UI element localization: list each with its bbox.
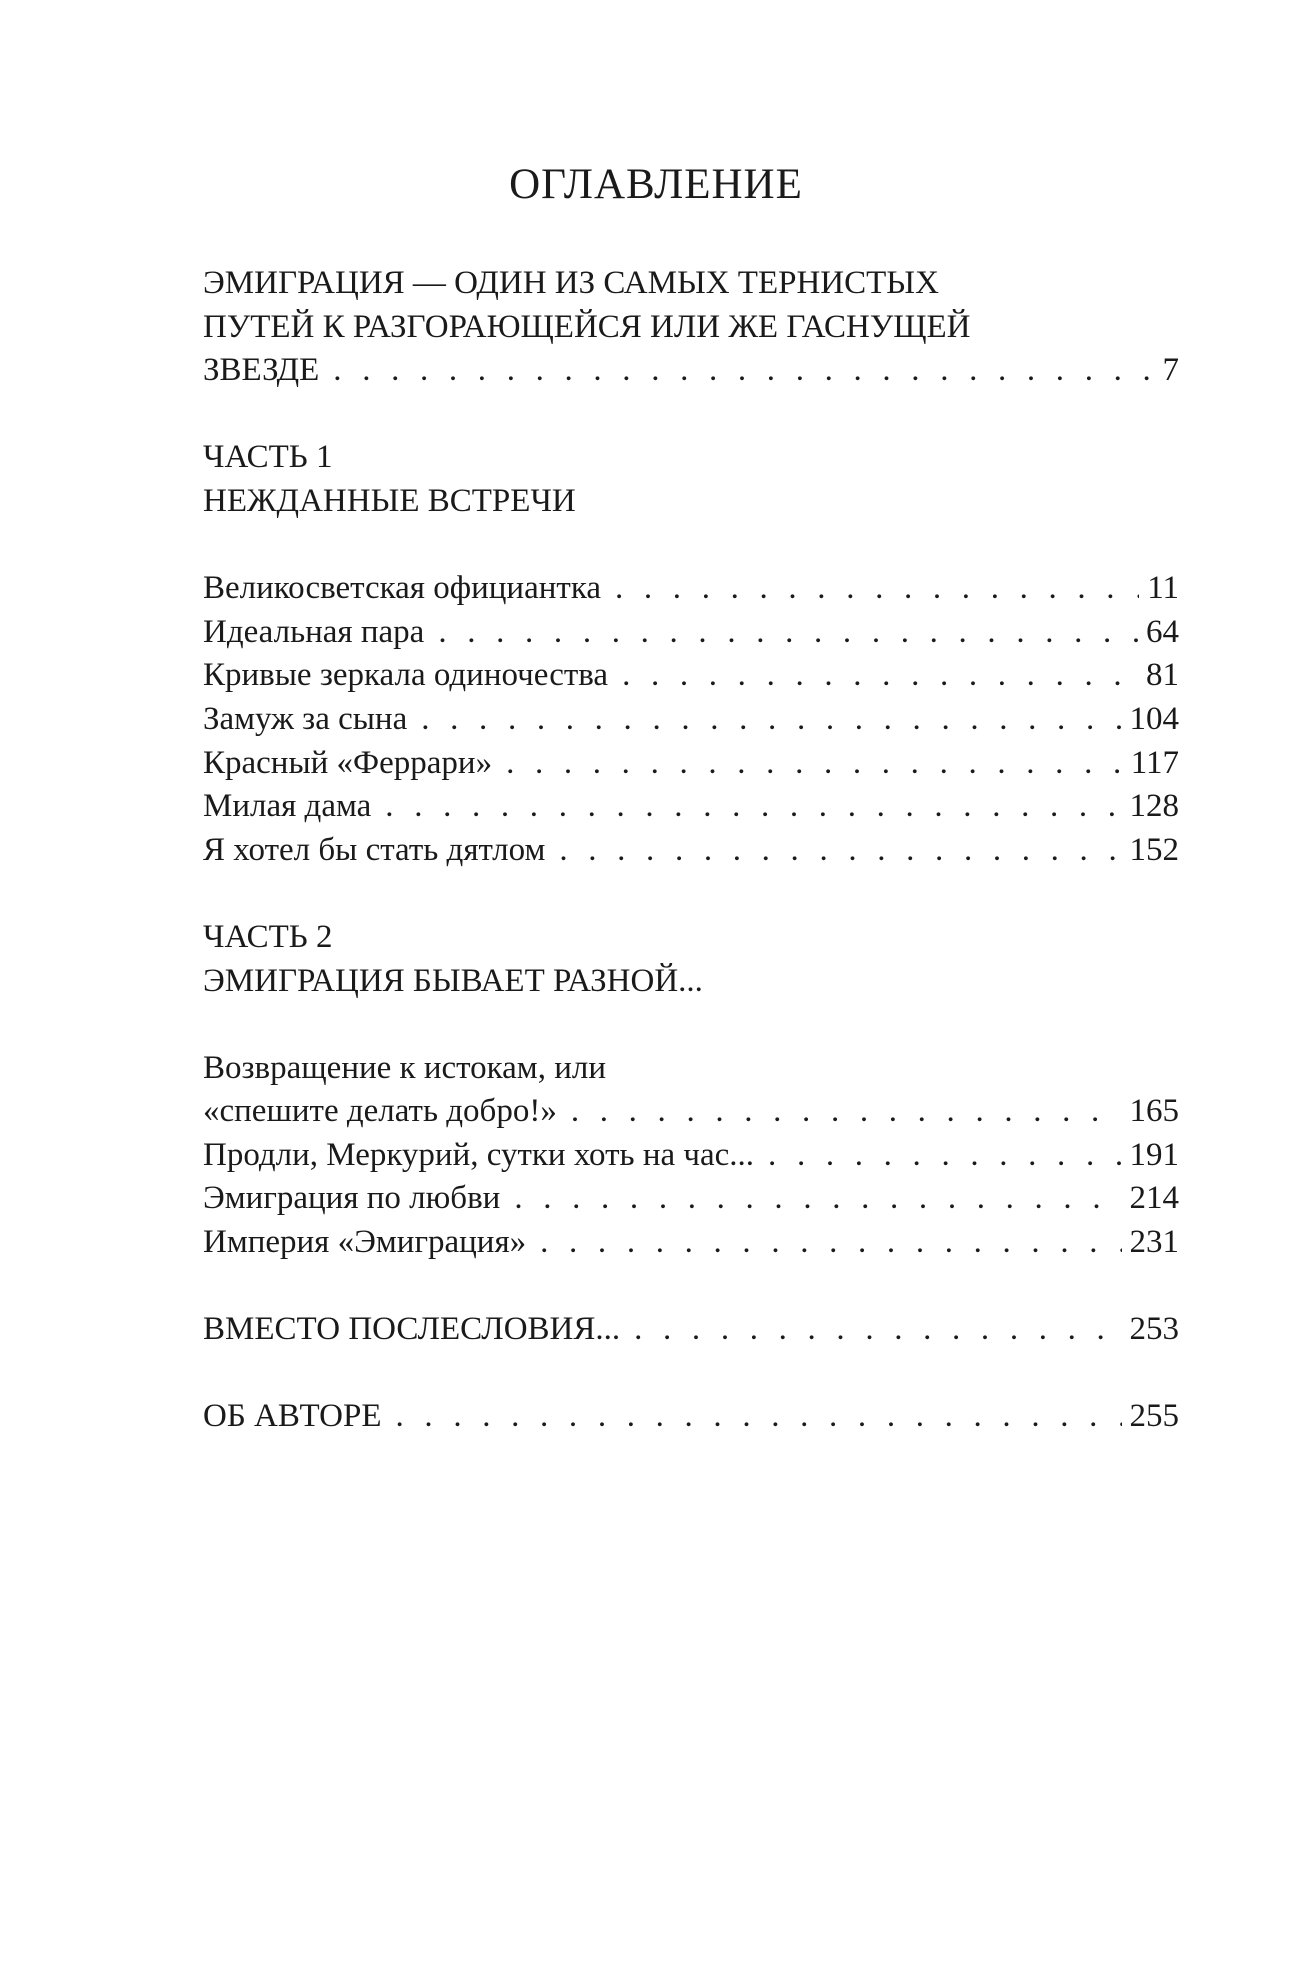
- dot-leader: [514, 1177, 1121, 1221]
- page-number: 191: [1129, 1136, 1179, 1173]
- toc-entry[interactable]: [203, 785, 1179, 829]
- entry-title: Идеальная пара: [203, 613, 425, 650]
- dot-leader: [768, 1134, 1121, 1178]
- dot-leader: [506, 742, 1123, 786]
- part-2-label: ЧАСТЬ 2: [203, 918, 333, 955]
- page-number: 64: [1146, 613, 1179, 650]
- entry-title: Эмиграция по любви: [203, 1180, 501, 1217]
- entry-title: Замуж за сына: [203, 700, 408, 737]
- entry-title: Я хотел бы стать дятлом: [203, 831, 546, 868]
- entry-title: ОБ АВТОРЕ: [203, 1398, 382, 1435]
- page-number: 214: [1129, 1180, 1179, 1217]
- toc-entry-about-author[interactable]: [203, 1395, 1179, 1439]
- page-number: 255: [1129, 1398, 1179, 1435]
- page-number: 117: [1130, 744, 1179, 781]
- page-number: 7: [1162, 352, 1179, 389]
- toc-entry[interactable]: [203, 1134, 1179, 1178]
- toc-entry[interactable]: [203, 1090, 1179, 1134]
- dot-leader: [559, 829, 1121, 873]
- toc-entry[interactable]: [203, 654, 1179, 698]
- intro-line-1: ЭМИГРАЦИЯ — ОДИН ИЗ САМЫХ ТЕРНИСТЫХ: [203, 265, 939, 301]
- entry-title-line-1: Возвращение к истокам, или: [203, 1049, 606, 1086]
- toc-entry[interactable]: [203, 611, 1179, 655]
- toc-entry[interactable]: [203, 829, 1179, 873]
- dot-leader: [540, 1221, 1121, 1265]
- part-2-title: ЭМИГРАЦИЯ БЫВАЕТ РАЗНОЙ...: [203, 962, 703, 999]
- dot-leader: [396, 1395, 1122, 1439]
- page-number: 11: [1147, 570, 1179, 607]
- toc-entry[interactable]: [203, 698, 1179, 742]
- page-number: 231: [1129, 1224, 1179, 1261]
- dot-leader: [421, 698, 1121, 742]
- entry-title: Империя «Эмиграция»: [203, 1224, 527, 1261]
- dot-leader: [634, 1308, 1121, 1352]
- table-of-contents: [203, 262, 1179, 1439]
- dot-leader: [385, 785, 1121, 829]
- entry-title: Кривые зеркала одиночества: [203, 657, 609, 694]
- toc-entry[interactable]: [203, 1177, 1179, 1221]
- entry-title: ВМЕСТО ПОСЛЕСЛОВИЯ...: [203, 1311, 621, 1348]
- page-number: 81: [1146, 657, 1179, 694]
- toc-entry-intro[interactable]: [203, 349, 1179, 393]
- page-number: 253: [1129, 1311, 1179, 1348]
- dot-leader: [571, 1090, 1122, 1134]
- entry-title: Продли, Меркурий, сутки хоть на час...: [203, 1136, 755, 1173]
- toc-entry[interactable]: [203, 742, 1179, 786]
- dot-leader: [438, 611, 1138, 655]
- entry-title: Великосветская официантка: [203, 570, 601, 607]
- toc-entry[interactable]: [203, 1221, 1179, 1265]
- page-number: 104: [1129, 700, 1179, 737]
- dot-leader: [622, 654, 1138, 698]
- page-number: 165: [1129, 1093, 1179, 1130]
- part-1-label: ЧАСТЬ 1: [203, 439, 333, 476]
- toc-entry-afterword[interactable]: [203, 1308, 1179, 1352]
- page-number: 128: [1129, 788, 1179, 825]
- intro-line-3: ЗВЕЗДЕ: [203, 352, 320, 389]
- intro-line-2: ПУТЕЙ К РАЗГОРАЮЩЕЙСЯ ИЛИ ЖЕ ГАСНУЩЕЙ: [203, 308, 971, 345]
- toc-title: ОГЛАВЛЕНИЕ: [509, 161, 803, 208]
- entry-title: Красный «Феррари»: [203, 744, 493, 781]
- dot-leader: [333, 349, 1154, 393]
- entry-title-line-2: «спешите делать добро!»: [203, 1093, 557, 1130]
- dot-leader: [615, 567, 1139, 611]
- toc-entry[interactable]: [203, 567, 1179, 611]
- page-number: 152: [1129, 831, 1179, 868]
- entry-title: Милая дама: [203, 788, 372, 825]
- part-1-title: НЕЖДАННЫЕ ВСТРЕЧИ: [203, 482, 576, 519]
